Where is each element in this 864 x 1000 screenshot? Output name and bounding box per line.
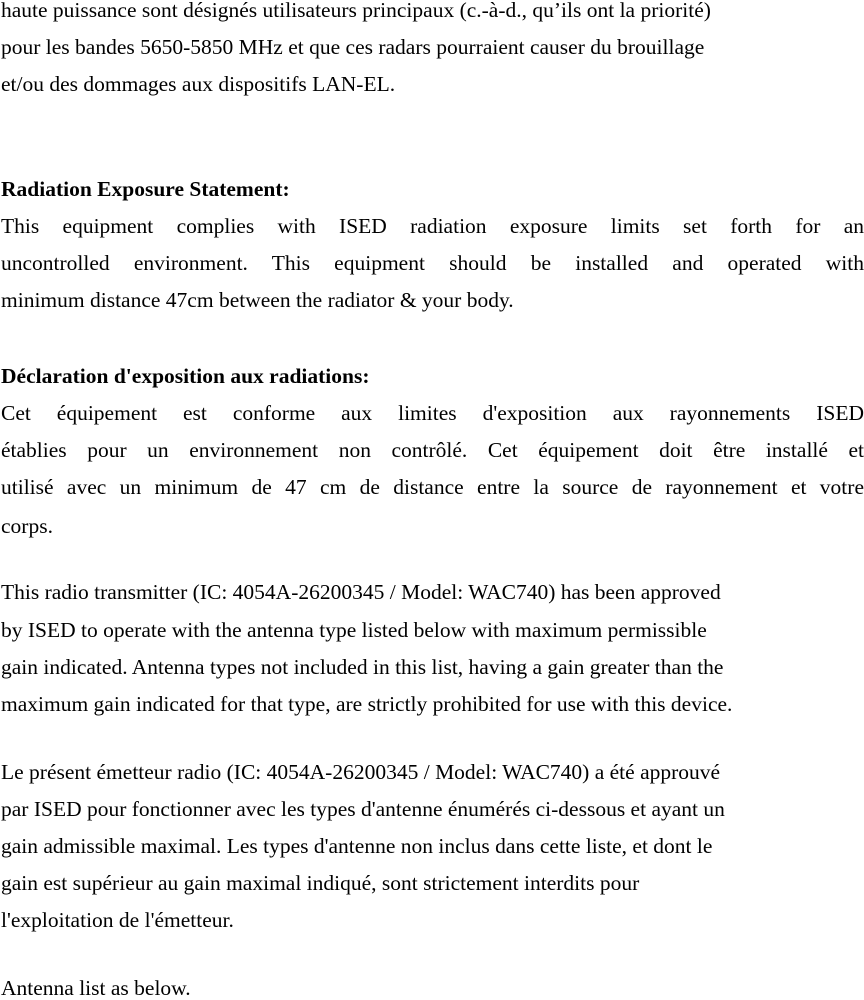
- transmitter-en-line-1: This radio transmitter (IC: 4054A-26200345 / Model: WAC740) has been approved: [1, 580, 721, 604]
- radiation-fr-line-2: établies pour un environnement non contrôlé. Cet équipement doit être installé et: [1, 438, 864, 462]
- transmitter-fr-line-4: gain est supérieur au gain maximal indiqué, sont strictement interdits pour: [1, 871, 640, 895]
- fr-intro-line-1: haute puissance sont désignés utilisateurs principaux (c.-à-d., qu’ils ont la priorité): [1, 0, 711, 22]
- transmitter-en-line-3: gain indicated. Antenna types not included in this list, having a gain greater than the: [1, 655, 724, 679]
- transmitter-fr-line-1: Le présent émetteur radio (IC: 4054A-26200345 / Model: WAC740) a été approuvé: [1, 760, 721, 784]
- radiation-heading-en: Radiation Exposure Statement:: [1, 177, 290, 201]
- radiation-heading-fr: Déclaration d'exposition aux radiations:: [1, 364, 370, 388]
- radiation-en-line-3: minimum distance 47cm between the radiator & your body.: [1, 288, 514, 312]
- antenna-list-intro: Antenna list as below.: [1, 976, 191, 1000]
- radiation-fr-line-1: Cet équipement est conforme aux limites d'exposition aux rayonnements ISED: [1, 401, 864, 425]
- transmitter-fr-line-3: gain admissible maximal. Les types d'antenne non inclus dans cette liste, et dont le: [1, 834, 713, 858]
- transmitter-en-line-2: by ISED to operate with the antenna type listed below with maximum permissible: [1, 618, 707, 642]
- transmitter-fr-line-5: l'exploitation de l'émetteur.: [1, 908, 234, 932]
- fr-intro-line-2: pour les bandes 5650-5850 MHz et que ces radars pourraient causer du brouillage: [1, 35, 705, 59]
- radiation-en-line-2: uncontrolled environment. This equipment should be installed and operated with: [1, 251, 864, 275]
- radiation-fr-line-3: utilisé avec un minimum de 47 cm de distance entre la source de rayonnement et votre: [1, 475, 864, 499]
- fr-intro-line-3: et/ou des dommages aux dispositifs LAN-EL.: [1, 72, 396, 96]
- transmitter-fr-line-2: par ISED pour fonctionner avec les types d'antenne énumérés ci-dessous et ayant un: [1, 797, 725, 821]
- transmitter-en-line-4: maximum gain indicated for that type, are strictly prohibited for use with this device.: [1, 692, 733, 716]
- radiation-fr-line-4: corps.: [1, 514, 53, 538]
- radiation-en-line-1: This equipment complies with ISED radiation exposure limits set forth for an: [1, 214, 864, 238]
